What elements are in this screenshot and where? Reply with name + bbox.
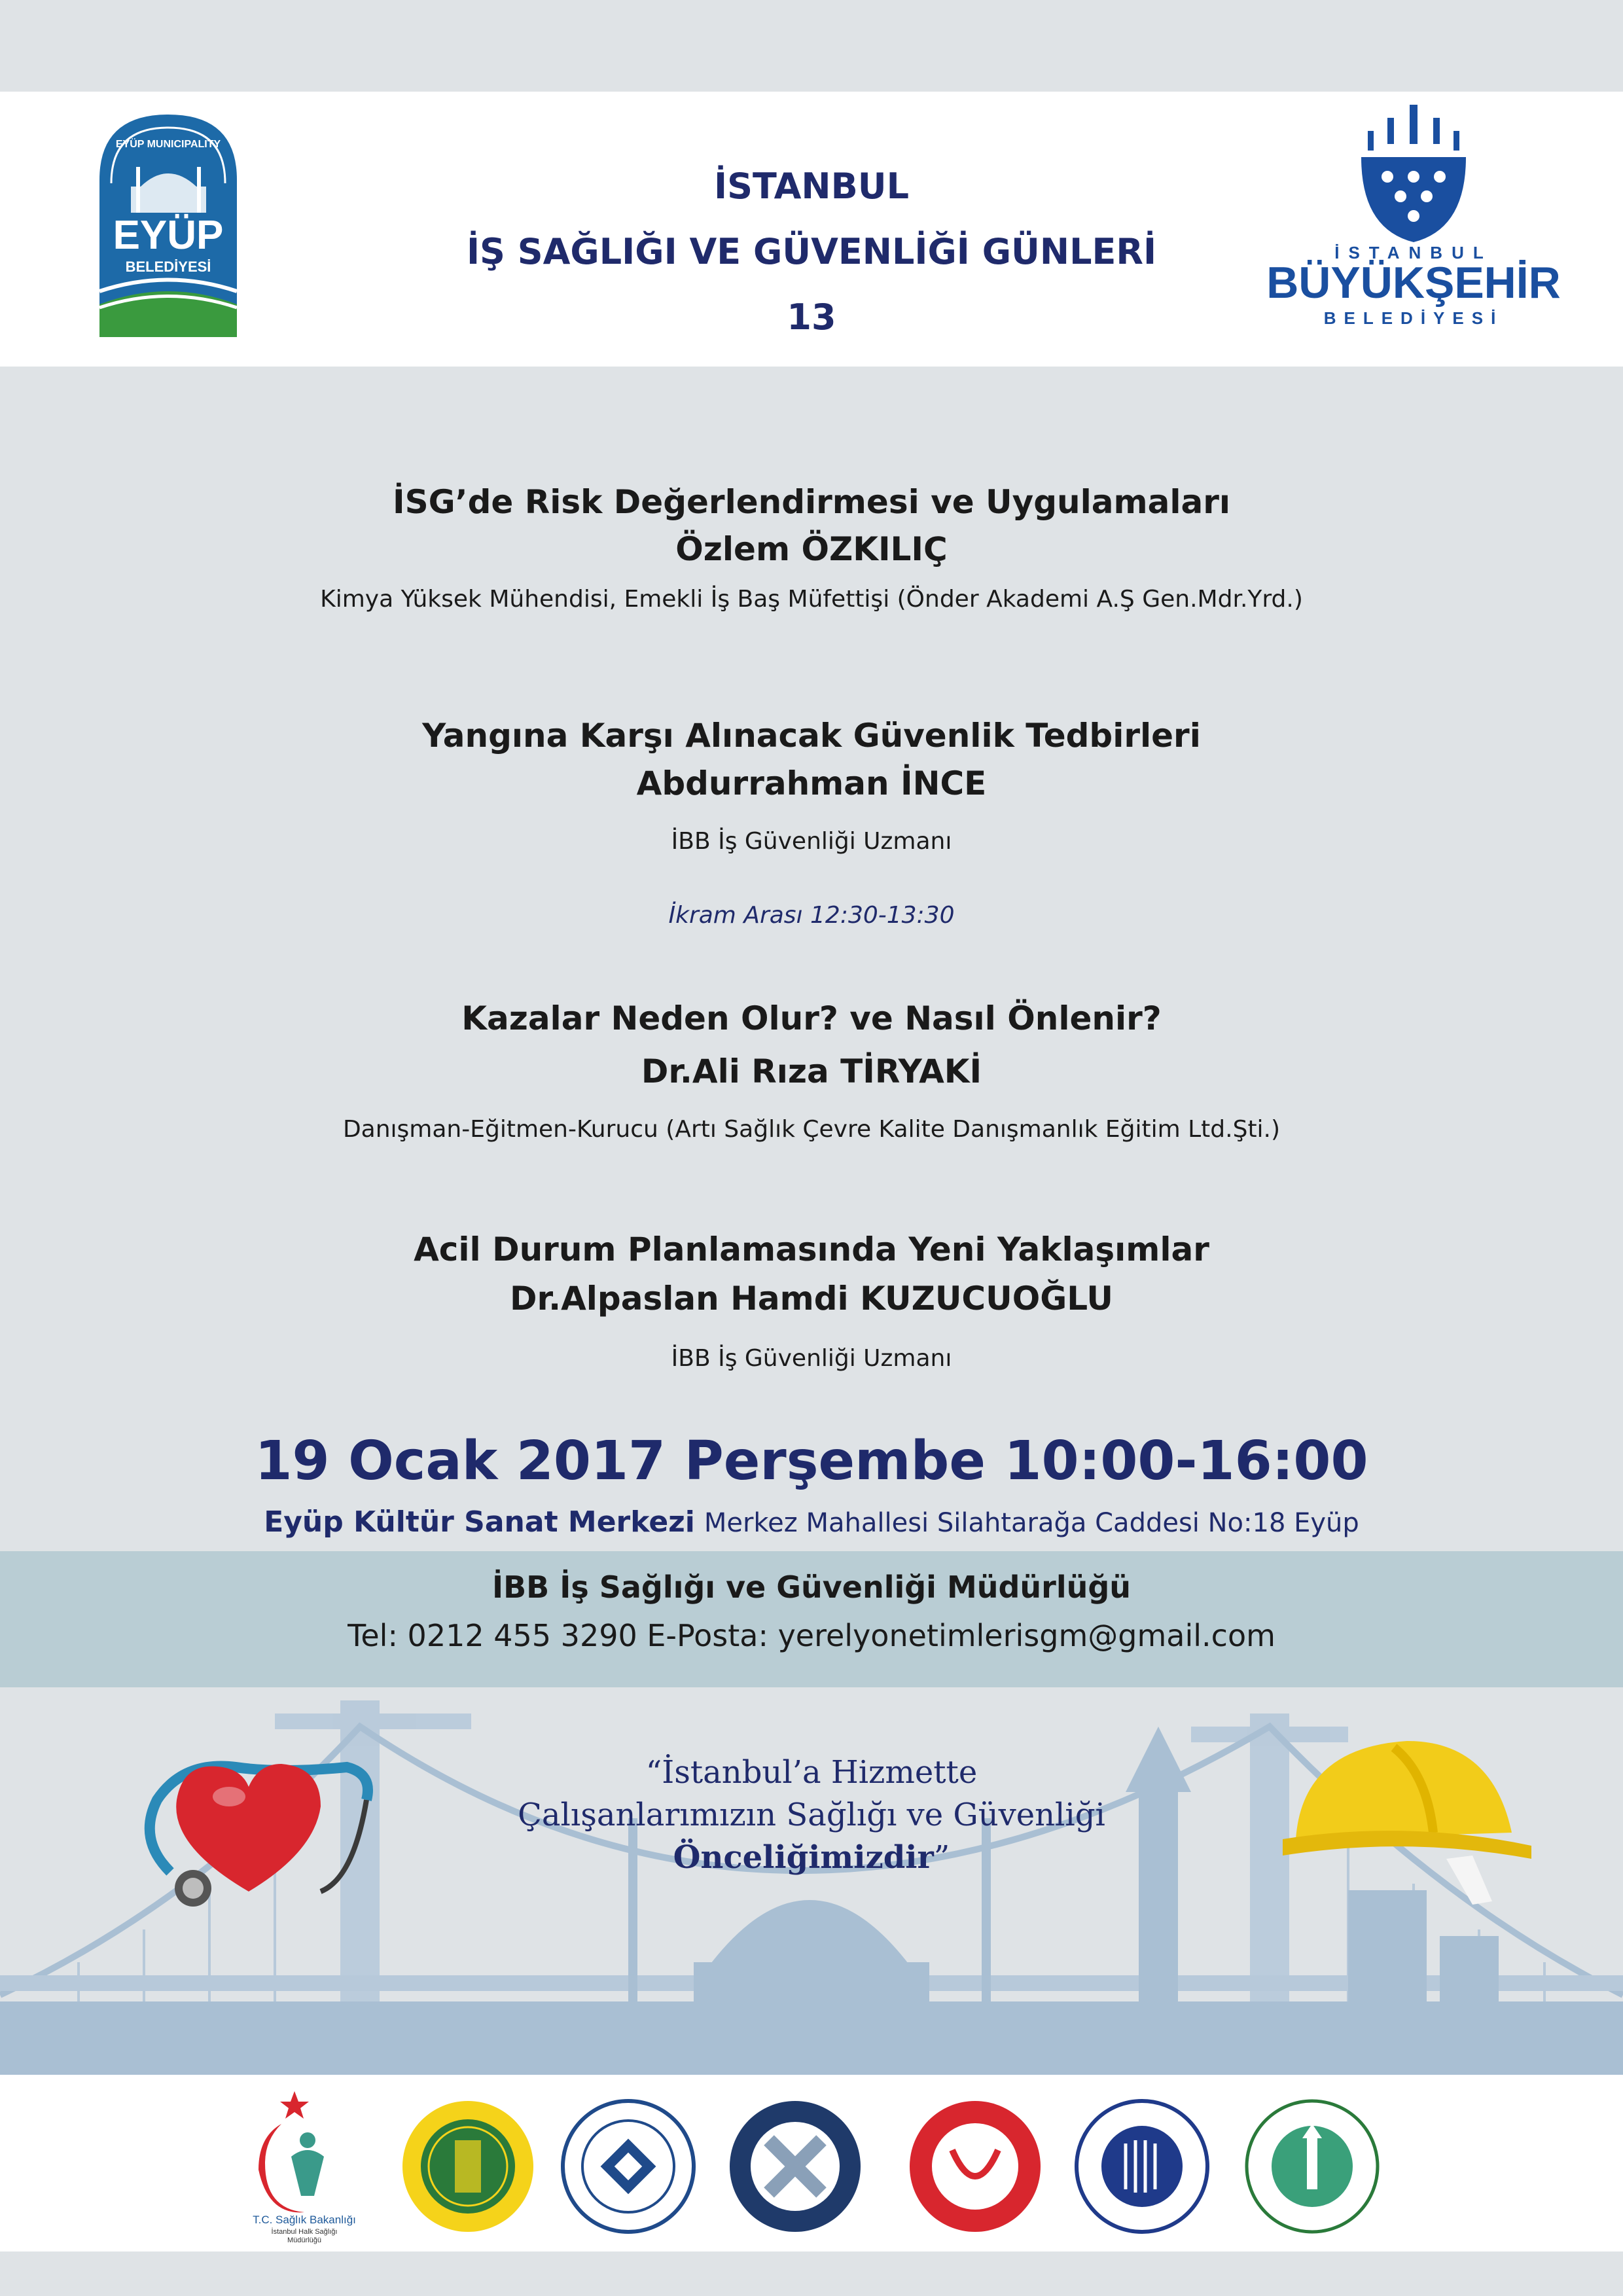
contact-info: Tel: 0212 455 3290 E-Posta: yerelyonetimlerisgm@gmail.com xyxy=(348,1618,1275,1653)
talk-1-speaker: Özlem ÖZKILIÇ xyxy=(675,530,948,568)
ibb-logo-main-text: BÜYÜKŞEHİR xyxy=(1266,258,1561,308)
event-title-edition: 13 xyxy=(787,296,836,338)
quote-close-mark: ” xyxy=(933,1839,950,1876)
istanbul-buyuksehir-logo xyxy=(1257,98,1571,340)
event-datetime: 19 Ocak 2017 Perşembe 10:00-16:00 xyxy=(255,1430,1368,1492)
ministry-line-3: Müdürlüğü xyxy=(287,2236,321,2244)
quote-line-2: Çalışanlarımızın Sağlığı ve Güvenliği xyxy=(518,1797,1105,1833)
eyup-logo-main-text: EYÜP xyxy=(113,213,224,258)
ministry-line-2: İstanbul Halk Sağlığı xyxy=(271,2228,338,2236)
talk-4-affiliation: İBB İş Güvenliği Uzmanı xyxy=(671,1345,952,1372)
uskudar-universitesi-seal xyxy=(1243,2098,1381,2235)
organizer-department: İBB İş Sağlığı ve Güvenliği Müdürlüğü xyxy=(491,1570,1132,1605)
talk-2-title: Yangına Karşı Alınacak Güvenlik Tedbirleri xyxy=(422,717,1201,755)
event-title xyxy=(353,154,1270,350)
istanbul-aydin-universitesi-seal xyxy=(560,2098,697,2235)
hard-hat-icon xyxy=(1276,1708,1538,1911)
eyup-logo-ring-text: EYÜP MUNICIPALITY xyxy=(115,139,221,150)
eyup-logo-sub-text: BELEDİYESİ xyxy=(125,259,211,275)
talk-1-title: İSG’de Risk Değerlendirmesi ve Uygulamaları xyxy=(392,483,1231,521)
quote-line-1: “İstanbul’a Hizmette xyxy=(645,1754,978,1791)
istanbul-medipol-universitesi-seal xyxy=(726,2098,864,2235)
talk-4-title: Acil Durum Planlamasında Yeni Yaklaşımlar xyxy=(414,1230,1209,1268)
event-venue xyxy=(0,1505,1623,1539)
event-title-line-1: İSTANBUL xyxy=(713,166,910,207)
okan-universitesi-seal xyxy=(1073,2098,1211,2235)
ibb-logo-top-text: İSTANBUL xyxy=(1334,243,1493,262)
heart-stethoscope-icon xyxy=(131,1728,406,1918)
event-title-line-2: İŞ SAĞLIĞI VE GÜVENLİĞİ GÜNLERİ xyxy=(466,231,1157,272)
ministry-line-1: T.C. Sağlık Bakanlığı xyxy=(253,2214,356,2226)
ibb-logo-bottom-text: BELEDİYESİ xyxy=(1323,308,1504,328)
quote-emphasis: Önceliğimizdir xyxy=(673,1839,934,1876)
talk-2-affiliation: İBB İş Güvenliği Uzmanı xyxy=(671,828,952,855)
talk-3-title: Kazalar Neden Olur? ve Nasıl Önlenir? xyxy=(461,999,1162,1037)
break-time: İkram Arası 12:30-13:30 xyxy=(668,902,955,929)
talk-4-speaker: Dr.Alpaslan Hamdi KUZUCUOĞLU xyxy=(510,1280,1113,1318)
talk-2-speaker: Abdurrahman İNCE xyxy=(636,764,987,802)
venue-address: Merkez Mahallesi Silahtarağa Caddesi No:18 Eyüp xyxy=(704,1508,1359,1538)
istanbul-universitesi-seal xyxy=(399,2098,537,2235)
eyup-belediyesi-logo xyxy=(92,108,245,347)
talk-3-speaker: Dr.Ali Rıza TİRYAKİ xyxy=(641,1052,982,1090)
talk-1-affiliation: Kimya Yüksek Mühendisi, Emekli İş Baş Müfettişi (Önder Akademi A.Ş Gen.Mdr.Yrd.) xyxy=(320,586,1303,613)
saglik-bakanligi-logo xyxy=(229,2085,380,2245)
talk-3-affiliation: Danışman-Eğitmen-Kurucu (Artı Sağlık Çevre Kalite Danışmanlık Eğitim Ltd.Şti.) xyxy=(342,1116,1281,1143)
venue-name: Eyüp Kültür Sanat Merkezi xyxy=(264,1505,695,1539)
quote-line-3 xyxy=(393,1839,1230,1876)
istanbul-yeni-yuzyil-universitesi-seal xyxy=(906,2098,1044,2235)
